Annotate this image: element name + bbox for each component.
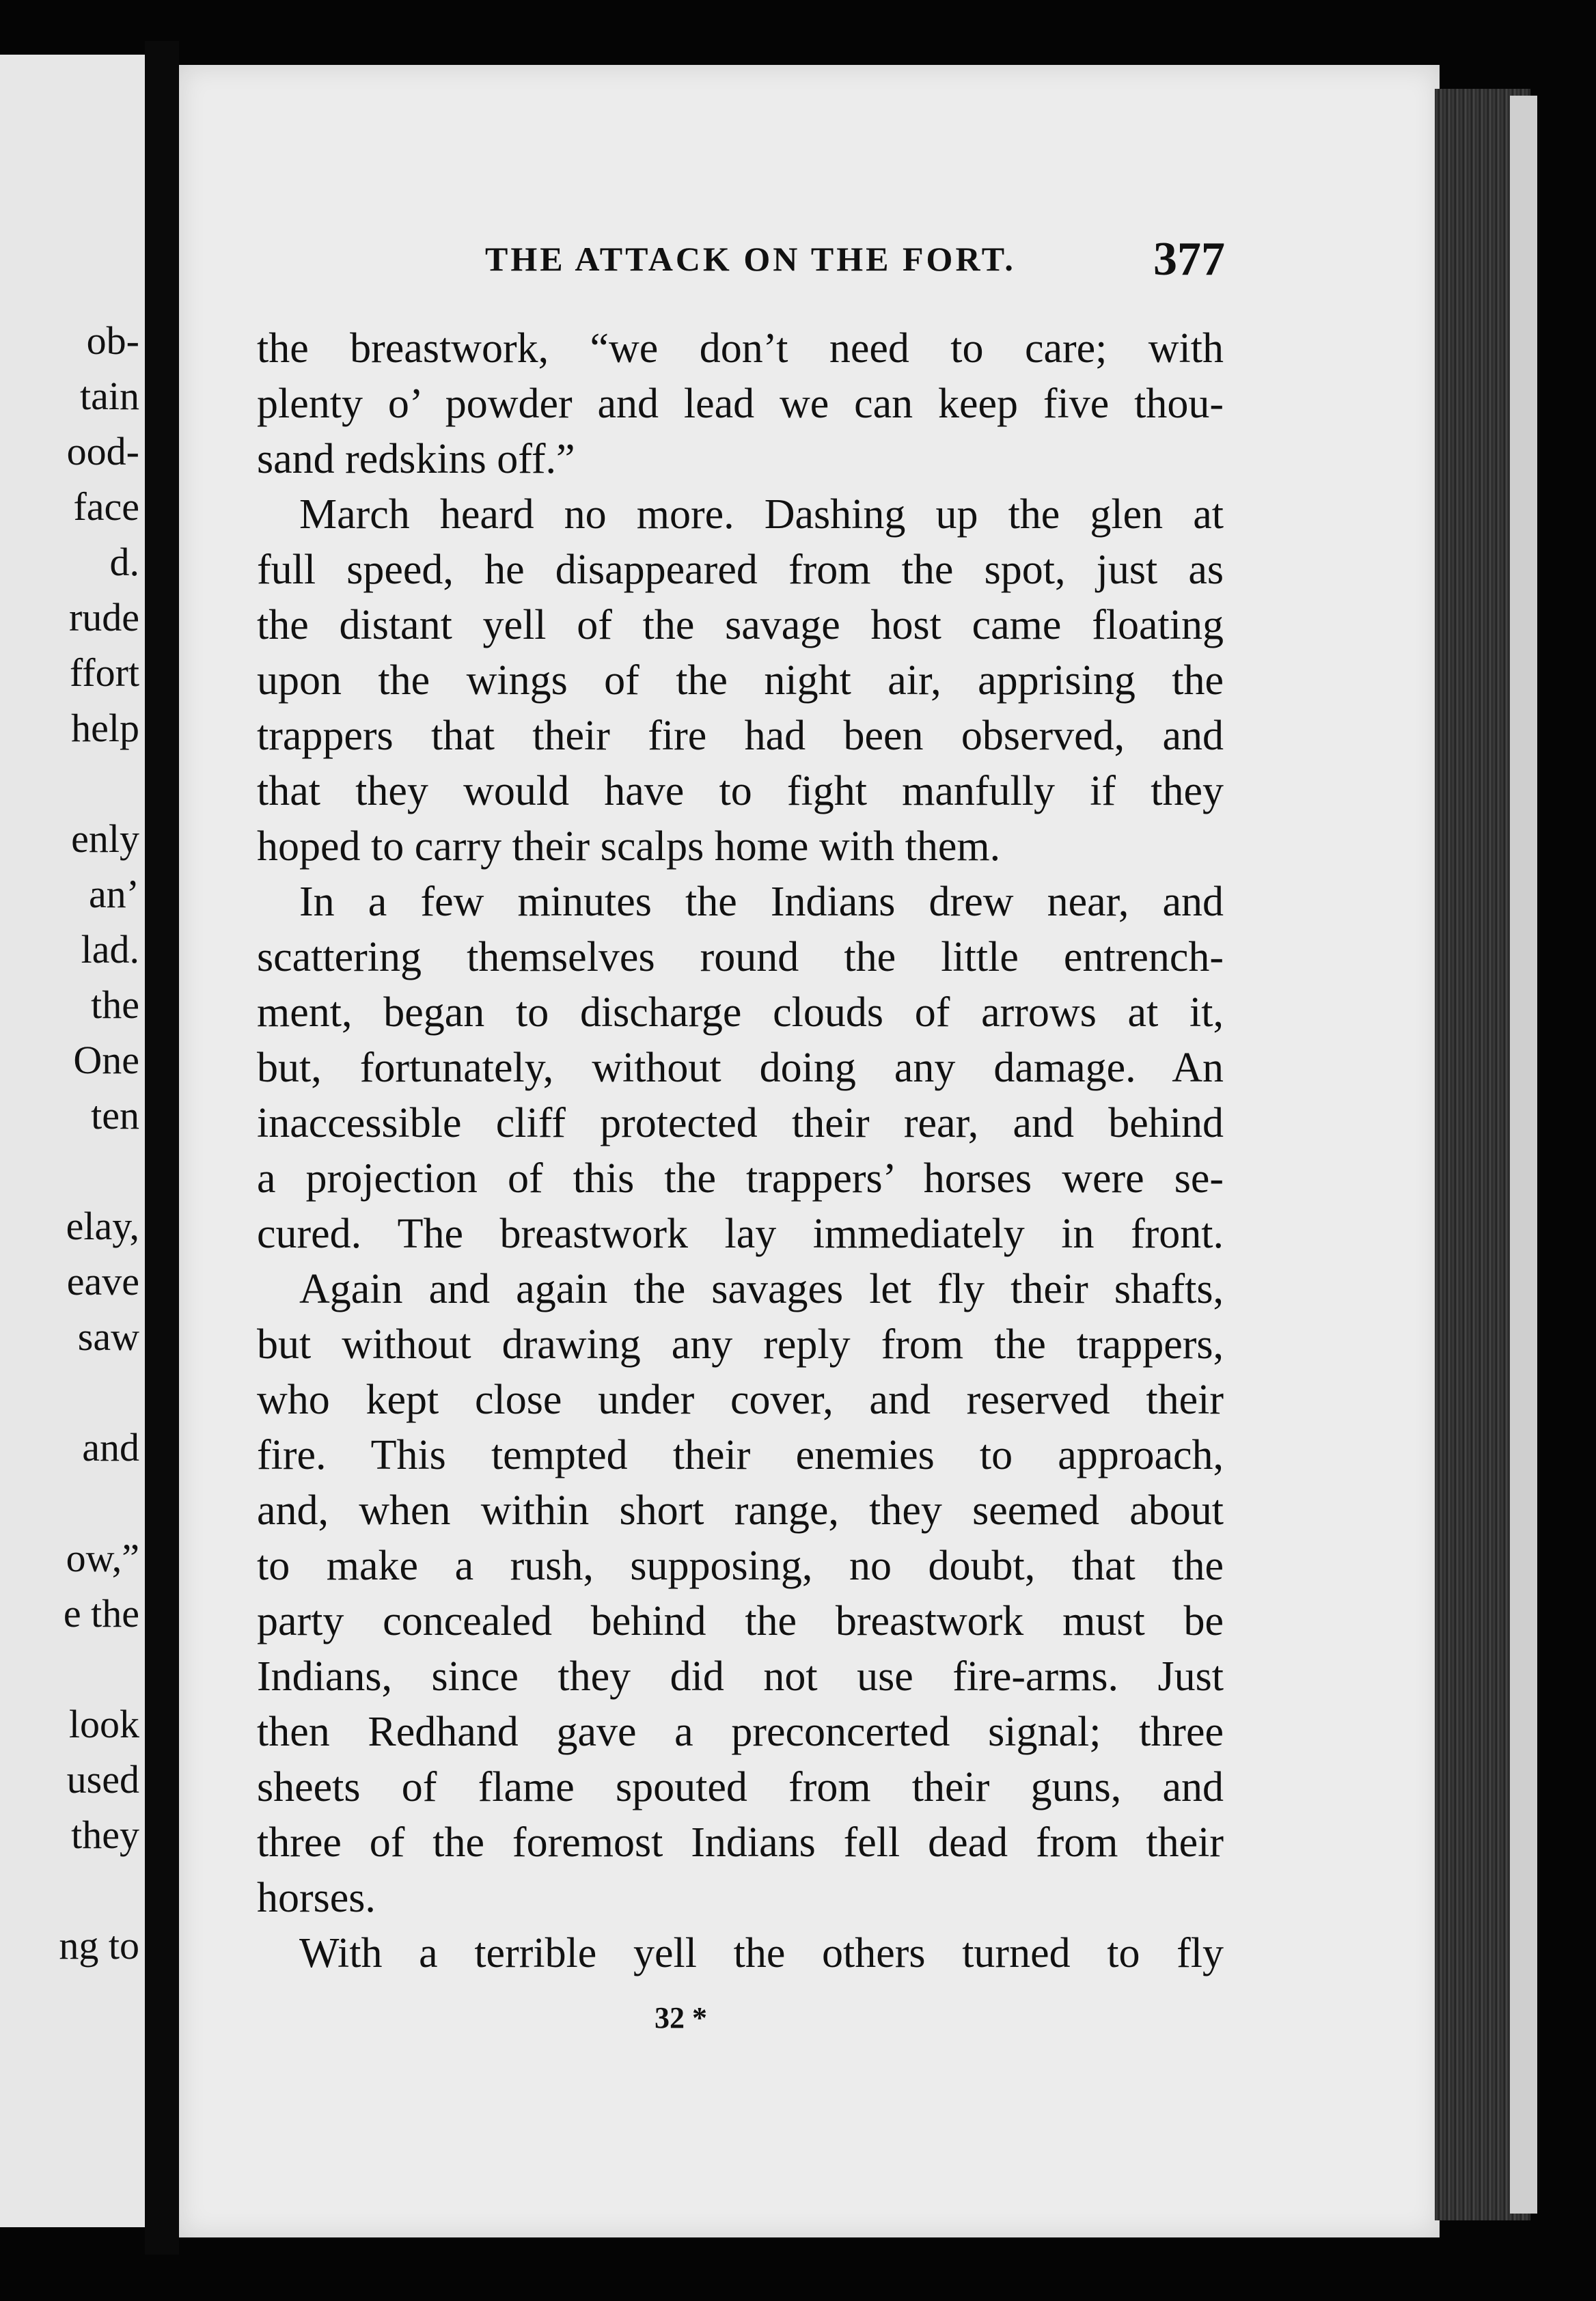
body-line: sheets of flame spouted from their guns, and: [257, 1764, 1224, 1810]
left-page-line: enly: [71, 816, 139, 861]
left-page-line: they: [71, 1813, 139, 1857]
body-line: sand redskins off.”: [257, 436, 575, 482]
left-page-line: and: [82, 1425, 139, 1470]
body-line: horses.: [257, 1875, 376, 1921]
body-line: to make a rush, supposing, no doubt, that the: [257, 1543, 1224, 1589]
body-line: upon the wings of the night air, apprising the: [257, 657, 1224, 704]
left-page-line: ow,”: [66, 1536, 139, 1580]
left-page-line: lad.: [81, 927, 139, 972]
running-title: THE ATTACK ON THE FORT.: [485, 240, 1016, 278]
left-page-line: rude: [68, 595, 139, 639]
body-line: three of the foremost Indians fell dead from their: [257, 1819, 1224, 1866]
left-page-line: used: [66, 1757, 139, 1802]
body-line: then Redhand gave a preconcerted signal; three: [257, 1709, 1224, 1755]
body-line: the breastwork, “we don’t need to care; with: [257, 325, 1224, 372]
left-page-line: ood-: [66, 429, 139, 473]
left-page-line: look: [68, 1702, 139, 1746]
left-page-line: face: [73, 484, 139, 529]
left-page-line: an’: [88, 872, 139, 916]
left-page-line: eave: [66, 1259, 139, 1304]
body-line: who kept close under cover, and reserved their: [257, 1377, 1224, 1423]
body-line: and, when within short range, they seemed about: [257, 1487, 1224, 1534]
left-page-line: ob-: [86, 318, 139, 363]
body-line: but without drawing any reply from the trappers,: [257, 1321, 1224, 1368]
body-line: With a terrible yell the others turned to fly: [299, 1930, 1224, 1976]
left-page-line: One: [73, 1038, 139, 1082]
body-line: inaccessible cliff protected their rear, and behind: [257, 1100, 1224, 1146]
left-page-line: elay,: [66, 1204, 139, 1248]
body-line: ment, began to discharge clouds of arrows at it,: [257, 989, 1224, 1036]
body-line: party concealed behind the breastwork must be: [257, 1598, 1224, 1644]
page-edge-highlight: [1510, 96, 1537, 2214]
left-page-line: ten: [91, 1093, 139, 1138]
body-line: March heard no more. Dashing up the glen at: [299, 491, 1224, 538]
left-page-line: ffort: [69, 650, 139, 695]
body-line: plenty o’ powder and lead we can keep five thou-: [257, 381, 1224, 427]
left-page-line: help: [71, 706, 139, 750]
body-line: that they would have to fight manfully if they: [257, 768, 1224, 814]
body-line: Again and again the savages let fly their shafts,: [299, 1266, 1224, 1312]
body-line: Indians, since they did not use fire-arms. Just: [257, 1653, 1224, 1700]
body-line: full speed, he disappeared from the spot, just as: [257, 547, 1224, 593]
body-line: cured. The breastwork lay immediately in front.: [257, 1211, 1224, 1257]
left-page-line: d.: [109, 540, 139, 584]
signature-mark: 32 *: [655, 2001, 707, 2035]
body-text: [257, 321, 1224, 1981]
book-gutter: [145, 41, 179, 2255]
left-page-line: saw: [77, 1314, 139, 1359]
body-line: fire. This tempted their enemies to approach,: [257, 1432, 1224, 1478]
body-line: hoped to carry their scalps home with them.: [257, 823, 1001, 870]
body-line: scattering themselves round the little entrench-: [257, 934, 1224, 980]
left-page-line: the: [91, 982, 139, 1027]
body-line: the distant yell of the savage host came floating: [257, 602, 1224, 648]
left-page-line: e the: [63, 1591, 139, 1636]
left-facing-page: [0, 55, 149, 2227]
page-number: 377: [1153, 233, 1225, 286]
body-line: In a few minutes the Indians drew near, and: [299, 879, 1224, 925]
body-line: but, fortunately, without doing any damage. An: [257, 1045, 1224, 1091]
body-line: a projection of this the trappers’ horses were se-: [257, 1155, 1224, 1202]
body-line: trappers that their fire had been observed, and: [257, 713, 1224, 759]
left-page-line: ng to: [59, 1923, 139, 1968]
left-page-line: tain: [80, 374, 139, 418]
